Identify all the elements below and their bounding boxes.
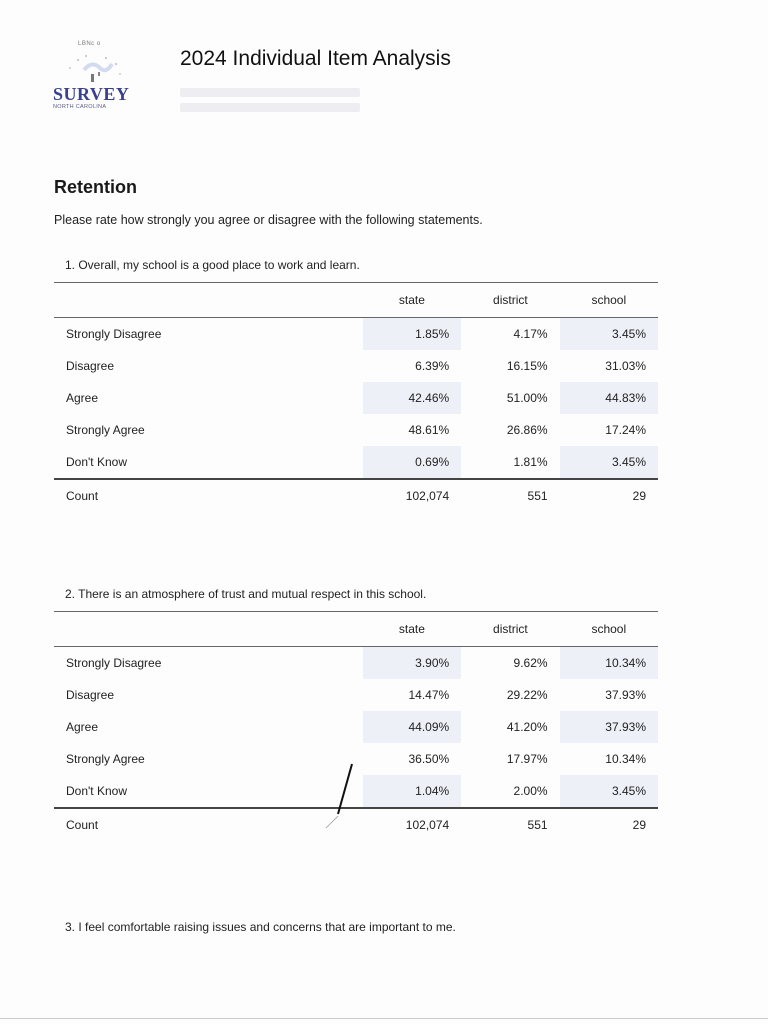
table-row: [54, 414, 658, 446]
table-header-row: [54, 612, 658, 647]
question-1-text: 1. Overall, my school is a good place to work and learn.: [65, 258, 360, 272]
school-value: 17.24%: [605, 423, 646, 437]
row-label: Strongly Disagree: [66, 656, 162, 670]
logo-subtext: NORTH CAROLINA: [53, 104, 107, 110]
state-value: 0.69%: [363, 446, 462, 479]
school-count: 29: [632, 818, 646, 832]
school-value: 37.93%: [605, 688, 646, 702]
district-value: 2.00%: [513, 784, 548, 798]
row-label: Strongly Agree: [66, 423, 145, 437]
logo-top-text: LBNc o: [78, 41, 101, 47]
question-3-text: 3. I feel comfortable raising issues and concerns that are important to me.: [65, 920, 456, 934]
row-label: Strongly Agree: [66, 752, 145, 766]
column-header-district: district: [493, 293, 528, 307]
row-label: Strongly Disagree: [66, 327, 162, 341]
district-value: 51.00%: [506, 391, 548, 405]
row-label: Agree: [66, 391, 99, 405]
district-value: 17.97%: [506, 752, 548, 766]
table-row: [54, 318, 658, 351]
state-value: 1.85%: [363, 318, 462, 351]
state-value: 44.09%: [363, 711, 462, 743]
state-value: 36.50%: [408, 752, 450, 766]
count-row: [54, 479, 658, 512]
state-value: 3.90%: [363, 647, 462, 680]
table-row: [54, 647, 658, 680]
state-value: 14.47%: [408, 688, 450, 702]
school-value: 3.45%: [560, 318, 658, 351]
table-row: [54, 711, 658, 743]
page-bottom-edge: [0, 1018, 768, 1019]
pen-mark: [318, 760, 358, 830]
state-value: 42.46%: [363, 382, 462, 414]
survey-logo: [50, 40, 135, 118]
row-label: Agree: [66, 720, 99, 734]
row-label: Disagree: [66, 359, 115, 373]
question-1-table: [54, 282, 658, 512]
school-value: 3.45%: [560, 775, 658, 808]
school-value: 31.03%: [605, 359, 646, 373]
district-value: 1.81%: [513, 455, 548, 469]
header-blank: [54, 283, 363, 318]
row-label: Don't Know: [66, 784, 127, 798]
district-value: 9.62%: [513, 656, 548, 670]
school-value: 37.93%: [560, 711, 658, 743]
district-count: 551: [527, 818, 548, 832]
district-value: 26.86%: [506, 423, 548, 437]
count-label: Count: [66, 489, 99, 503]
district-value: 41.20%: [506, 720, 548, 734]
state-value: 6.39%: [415, 359, 450, 373]
column-header-state: state: [398, 293, 425, 307]
column-header-school: school: [591, 622, 627, 636]
state-count: 102,074: [405, 489, 450, 503]
table-row: [54, 446, 658, 479]
header-blank: [54, 612, 363, 647]
table-row: [54, 350, 658, 382]
logo-graphic: [58, 50, 128, 86]
school-count: 29: [632, 489, 646, 503]
question-2-text: 2. There is an atmosphere of trust and mutual respect in this school.: [65, 587, 427, 601]
page-title: 2024 Individual Item Analysis: [180, 47, 451, 70]
faded-subheader: [180, 88, 360, 118]
district-value: 4.17%: [513, 327, 548, 341]
row-label: Disagree: [66, 688, 115, 702]
school-value: 3.45%: [560, 446, 658, 479]
count-label: Count: [66, 818, 99, 832]
state-count: 102,074: [405, 818, 450, 832]
column-header-school: school: [591, 293, 627, 307]
district-count: 551: [527, 489, 548, 503]
row-label: Don't Know: [66, 455, 127, 469]
section-instruction: Please rate how strongly you agree or disagree with the following statements.: [54, 213, 483, 227]
school-value: 10.34%: [560, 647, 658, 680]
state-value: 48.61%: [408, 423, 450, 437]
column-header-district: district: [493, 622, 528, 636]
state-value: 1.04%: [363, 775, 462, 808]
table-row: [54, 382, 658, 414]
district-value: 29.22%: [506, 688, 548, 702]
school-value: 44.83%: [560, 382, 658, 414]
table-header-row: [54, 283, 658, 318]
school-value: 10.34%: [605, 752, 646, 766]
section-title: Retention: [54, 177, 137, 197]
logo-wordmark: SURVEY: [53, 84, 130, 104]
table-row: [54, 679, 658, 711]
district-value: 16.15%: [506, 359, 548, 373]
column-header-state: state: [398, 622, 425, 636]
